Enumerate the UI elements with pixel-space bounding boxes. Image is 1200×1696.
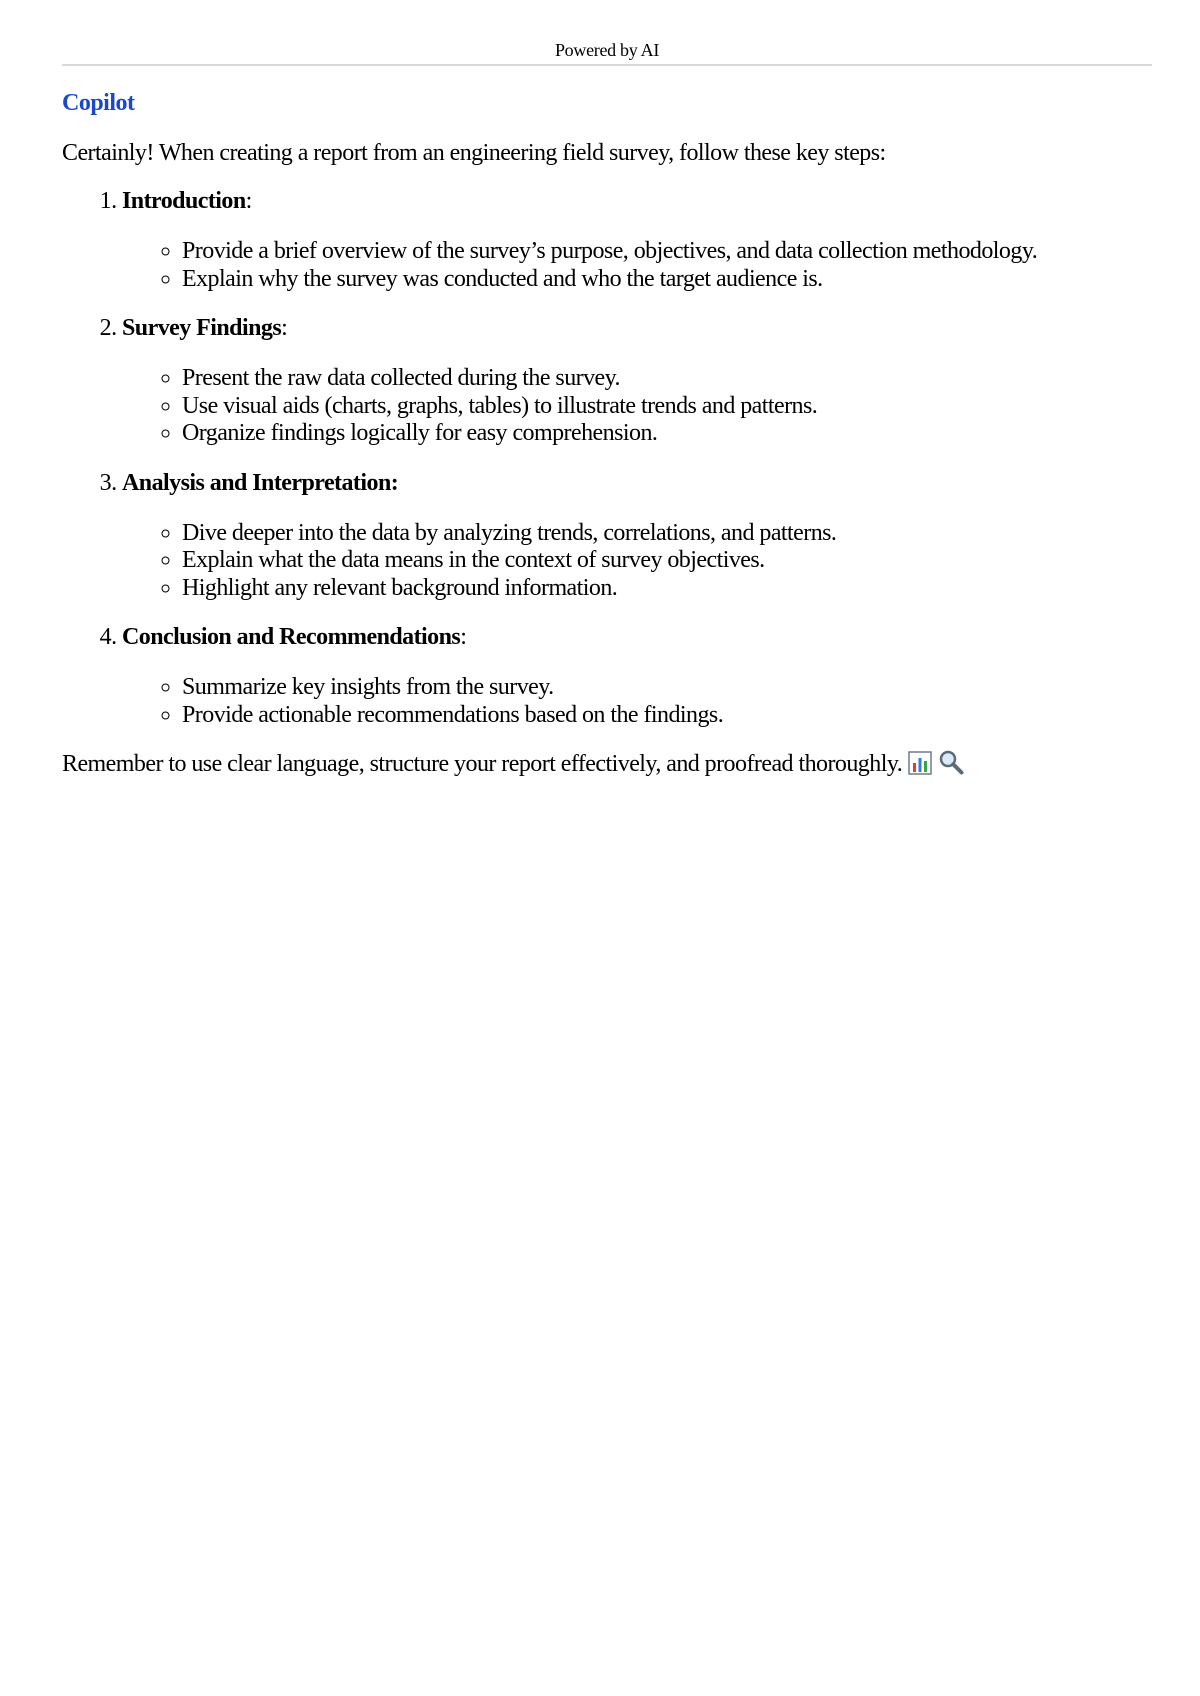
step-item: 1. Introduction: ◦ Provide a brief overview of the survey’s purpose, objectives, and data collection methodology. ◦ Explain why the survey was conducted and who the target audience is.: [122, 186, 1152, 293]
step-item: 4. Conclusion and Recommendations: ◦ Summarize key insights from the survey. ◦ Provide actionable recommendations based on the findings.: [122, 622, 1152, 729]
steps-list: [62, 186, 1152, 729]
intro-paragraph: Certainly! When creating a report from an engineering field survey, follow these key steps:: [62, 140, 886, 166]
step-point: ◦ Organize findings logically for easy comprehension.: [182, 420, 1152, 448]
step-item: 2. Survey Findings: ◦ Present the raw data collected during the survey. ◦ Use visual aids (charts, graphs, tables) to illustrate trends and patterns. ◦ Organize findings logically for easy comprehension.: [122, 313, 1152, 448]
step-title: Survey Findings: [122, 315, 282, 341]
step-title: Introduction: [122, 188, 246, 214]
step-points: [122, 674, 1152, 729]
page-header: [62, 40, 1152, 66]
step-point: ◦ Provide a brief overview of the survey’s purpose, objectives, and data collection methodology.: [182, 238, 1152, 266]
magnifying-glass-icon: [938, 749, 964, 783]
step-point: ◦ Present the raw data collected during the survey.: [182, 365, 1152, 393]
outro-paragraph: [62, 749, 1152, 783]
step-point: ◦ Highlight any relevant background information.: [182, 575, 1152, 603]
step-point: ◦ Explain why the survey was conducted and who the target audience is.: [182, 266, 1152, 294]
bar-chart-icon: [908, 751, 932, 783]
powered-by-label: Powered by AI: [554, 40, 660, 60]
step-item: 3. Analysis and Interpretation: ◦ Dive deeper into the data by analyzing trends, correlations, and patterns. ◦ Explain what the data means in the context of survey objectives. ◦ Highlight any relevant background information.: [122, 468, 1152, 603]
outro-text: Remember to use clear language, structure your report effectively, and proofread thoroughly.: [62, 751, 903, 777]
step-point: ◦ Provide actionable recommendations based on the findings.: [182, 702, 1152, 730]
step-points: [122, 238, 1152, 293]
step-points: [122, 365, 1152, 448]
step-point: ◦ Use visual aids (charts, graphs, tables) to illustrate trends and patterns.: [182, 393, 1152, 421]
document-page: [62, 0, 1152, 783]
step-point: ◦ Explain what the data means in the context of survey objectives.: [182, 547, 1152, 575]
brand-title: Copilot: [62, 90, 135, 116]
step-point: ◦ Summarize key insights from the survey.: [182, 674, 1152, 702]
step-point: ◦ Dive deeper into the data by analyzing trends, correlations, and patterns.: [182, 520, 1152, 548]
step-title: Conclusion and Recommendations: [122, 624, 461, 650]
step-title: Analysis and Interpretation: [122, 469, 391, 496]
step-points: [122, 520, 1152, 603]
